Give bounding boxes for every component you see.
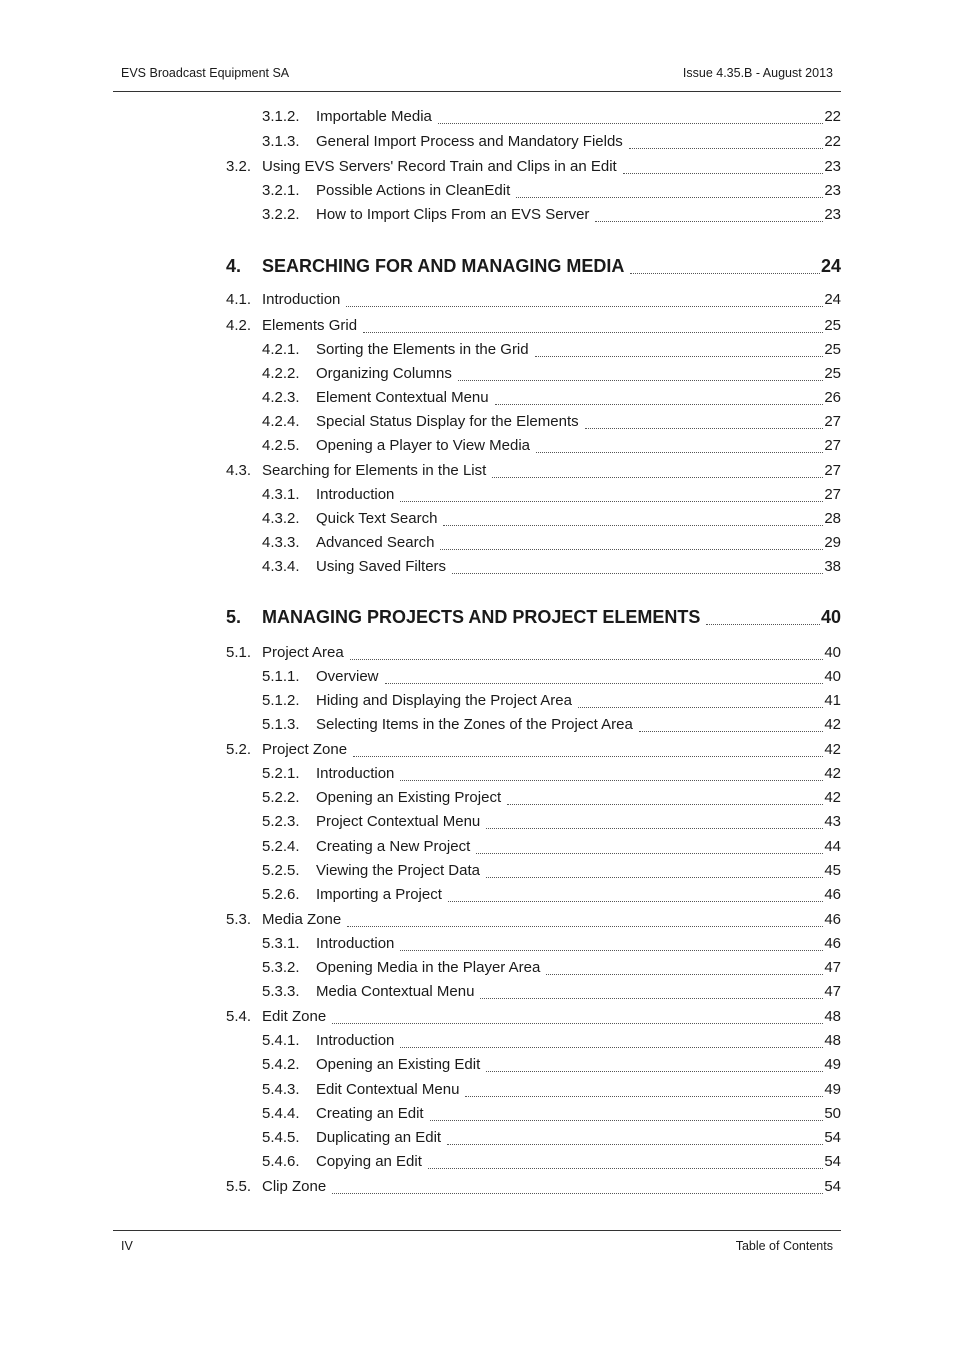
toc-entry-number: 4.2.: [226, 317, 252, 334]
toc-entry-number: 5.2.: [226, 741, 252, 758]
toc-dot-leader: [578, 707, 823, 708]
toc-entry-number: 5.2.4.: [262, 838, 300, 855]
footer-section-title: Table of Contents: [735, 1239, 833, 1253]
toc-entry-number: 4.1.: [226, 291, 252, 308]
toc-entry-title: Organizing Columns: [316, 365, 452, 382]
toc-dot-leader: [480, 998, 823, 999]
toc-subsection-entry[interactable]: [262, 533, 841, 553]
toc-entry-number: 4.2.4.: [262, 413, 300, 430]
toc-entry-number: 5.3.3.: [262, 983, 300, 1000]
toc-entry-page: 44: [824, 838, 841, 855]
toc-entry-number: 4.2.3.: [262, 389, 300, 406]
toc-subsection-entry[interactable]: [262, 715, 841, 735]
toc-entry-title: Importing a Project: [316, 886, 442, 903]
toc-entry-number: 5.4.3.: [262, 1081, 300, 1098]
toc-subsection-entry[interactable]: [262, 667, 841, 687]
toc-entry-page: 49: [824, 1081, 841, 1098]
toc-entry-page: 46: [824, 935, 841, 952]
toc-entry-page: 23: [824, 182, 841, 199]
toc-subsection-entry[interactable]: [262, 982, 841, 1002]
toc-dot-leader: [447, 1144, 823, 1145]
toc-subsection-entry[interactable]: [262, 958, 841, 978]
toc-entry-number: 5.5.: [226, 1178, 252, 1195]
toc-dot-leader: [630, 273, 820, 274]
toc-subsection-entry[interactable]: [262, 436, 841, 456]
toc-entry-title: Overview: [316, 668, 379, 685]
toc-subsection-entry[interactable]: [262, 485, 841, 505]
toc-entry-title: SEARCHING FOR AND MANAGING MEDIA: [262, 256, 625, 276]
toc-entry-page: 23: [824, 206, 841, 223]
toc-dot-leader: [400, 950, 823, 951]
toc-subsection-entry[interactable]: [262, 364, 841, 384]
toc-entry-title: Advanced Search: [316, 534, 435, 551]
toc-chapter-entry[interactable]: [226, 605, 841, 629]
toc-entry-number: 5.2.2.: [262, 789, 300, 806]
toc-dot-leader: [438, 123, 823, 124]
toc-entry-page: 45: [824, 862, 841, 879]
toc-entry-number: 3.1.3.: [262, 133, 300, 150]
toc-entry-number: 5.: [226, 607, 242, 627]
toc-entry-title: Creating a New Project: [316, 838, 471, 855]
toc-dot-leader: [332, 1023, 823, 1024]
toc-entry-number: 3.1.2.: [262, 108, 300, 125]
toc-subsection-entry[interactable]: [262, 412, 841, 432]
footer-page-number: IV: [121, 1239, 133, 1253]
toc-subsection-entry[interactable]: [262, 812, 841, 832]
toc-entry-title: Copying an Edit: [316, 1153, 422, 1170]
toc-subsection-entry[interactable]: [262, 1031, 841, 1051]
toc-entry-page: 38: [824, 558, 841, 575]
toc-dot-leader: [516, 197, 823, 198]
toc-entry-number: 5.2.1.: [262, 765, 300, 782]
toc-entry-number: 5.1.3.: [262, 716, 300, 733]
toc-entry-title: Clip Zone: [262, 1178, 327, 1195]
toc-entry-number: 5.2.6.: [262, 886, 300, 903]
toc-dot-leader: [350, 659, 824, 660]
toc-entry-title: How to Import Clips From an EVS Server: [316, 206, 590, 223]
toc-entry-page: 41: [824, 692, 841, 709]
toc-dot-leader: [458, 380, 823, 381]
toc-dot-leader: [430, 1120, 824, 1121]
toc-subsection-entry[interactable]: [262, 132, 841, 152]
toc-dot-leader: [486, 1071, 823, 1072]
toc-entry-title: Project Contextual Menu: [316, 813, 481, 830]
toc-entry-title: Elements Grid: [262, 317, 358, 334]
toc-subsection-entry[interactable]: [262, 509, 841, 529]
toc-entry-page: 42: [824, 789, 841, 806]
toc-section-entry[interactable]: [226, 461, 841, 481]
toc-dot-leader: [486, 877, 823, 878]
toc-entry-title: Importable Media: [316, 108, 432, 125]
toc-entry-title: Opening a Player to View Media: [316, 437, 531, 454]
toc-entry-title: Special Status Display for the Elements: [316, 413, 579, 430]
toc-entry-title: Selecting Items in the Zones of the Project Area: [316, 716, 633, 733]
toc-subsection-entry[interactable]: [262, 861, 841, 881]
header-issue: Issue 4.35.B - August 2013: [682, 66, 833, 80]
toc-dot-leader: [507, 804, 823, 805]
toc-entry-number: 5.3.2.: [262, 959, 300, 976]
toc-entry-page: 27: [824, 486, 841, 503]
toc-entry-page: 42: [824, 716, 841, 733]
toc-entry-title: Quick Text Search: [316, 510, 438, 527]
toc-entry-number: 5.4.2.: [262, 1056, 300, 1073]
toc-dot-leader: [448, 901, 823, 902]
toc-section-entry[interactable]: [226, 1007, 841, 1027]
toc-subsection-entry[interactable]: [262, 107, 841, 127]
toc-entry-number: 4.2.2.: [262, 365, 300, 382]
toc-entry-number: 4.3.4.: [262, 558, 300, 575]
header-company: EVS Broadcast Equipment SA: [121, 66, 290, 80]
toc-entry-page: 24: [820, 256, 841, 276]
toc-entry-title: Creating an Edit: [316, 1105, 424, 1122]
toc-dot-leader: [440, 549, 823, 550]
toc-entry-page: 28: [824, 510, 841, 527]
toc-dot-leader: [623, 173, 824, 174]
toc-entry-title: Using EVS Servers' Record Train and Clips in an Edit: [262, 158, 617, 175]
toc-entry-title: Introduction: [316, 1032, 395, 1049]
toc-subsection-entry[interactable]: [262, 1128, 841, 1148]
toc-entry-page: 46: [824, 886, 841, 903]
toc-subsection-entry[interactable]: [262, 885, 841, 905]
toc-entry-page: 49: [824, 1056, 841, 1073]
toc-entry-page: 25: [824, 341, 841, 358]
toc-entry-number: 5.1.: [226, 644, 252, 661]
toc-entry-title: Introduction: [316, 935, 395, 952]
toc-entry-number: 4.3.2.: [262, 510, 300, 527]
toc-entry-number: 4.2.5.: [262, 437, 300, 454]
toc-dot-leader: [535, 356, 824, 357]
toc-entry-number: 5.3.1.: [262, 935, 300, 952]
toc-subsection-entry[interactable]: [262, 1152, 841, 1172]
toc-subsection-entry[interactable]: [262, 788, 841, 808]
toc-dot-leader: [465, 1096, 823, 1097]
toc-subsection-entry[interactable]: [262, 388, 841, 408]
toc-entry-page: 27: [824, 462, 841, 479]
toc-entry-title: Hiding and Displaying the Project Area: [316, 692, 572, 709]
toc-chapter-entry[interactable]: [226, 254, 841, 278]
toc-entry-page: 40: [824, 668, 841, 685]
toc-entry-title: Media Contextual Menu: [316, 983, 475, 1000]
toc-dot-leader: [639, 731, 823, 732]
toc-subsection-entry[interactable]: [262, 340, 841, 360]
toc-dot-leader: [546, 974, 823, 975]
toc-entry-page: 25: [824, 317, 841, 334]
toc-entry-title: Element Contextual Menu: [316, 389, 489, 406]
toc-section-entry[interactable]: [226, 316, 841, 336]
toc-entry-number: 4.3.1.: [262, 486, 300, 503]
toc-entry-title: Media Zone: [262, 911, 342, 928]
toc-dot-leader: [400, 1047, 823, 1048]
toc-entry-page: 54: [824, 1129, 841, 1146]
toc-entry-number: 3.2.2.: [262, 206, 300, 223]
toc-entry-number: 5.4.1.: [262, 1032, 300, 1049]
toc-entry-title: Duplicating an Edit: [316, 1129, 442, 1146]
toc-entry-title: Opening Media in the Player Area: [316, 959, 541, 976]
toc-entry-page: 29: [824, 534, 841, 551]
toc-entry-title: Project Zone: [262, 741, 348, 758]
toc-dot-leader: [443, 525, 823, 526]
toc-entry-title: Sorting the Elements in the Grid: [316, 341, 529, 358]
toc-entry-page: 22: [824, 108, 841, 125]
toc-dot-leader: [476, 853, 823, 854]
toc-dot-leader: [346, 306, 823, 307]
toc-entry-page: 47: [824, 959, 841, 976]
toc-entry-page: 48: [824, 1032, 841, 1049]
toc-entry-page: 27: [824, 437, 841, 454]
toc-entry-title: Project Area: [262, 644, 344, 661]
toc-entry-page: 54: [824, 1178, 841, 1195]
toc-entry-number: 5.4.5.: [262, 1129, 300, 1146]
toc-entry-number: 5.2.3.: [262, 813, 300, 830]
toc-entry-title: MANAGING PROJECTS AND PROJECT ELEMENTS: [262, 607, 701, 627]
toc-subsection-entry[interactable]: [262, 837, 841, 857]
toc-entry-page: 40: [820, 607, 841, 627]
toc-entry-number: 5.4.4.: [262, 1105, 300, 1122]
toc-entry-page: 27: [824, 413, 841, 430]
toc-entry-number: 5.4.6.: [262, 1153, 300, 1170]
toc-entry-page: 23: [824, 158, 841, 175]
toc-subsection-entry[interactable]: [262, 1055, 841, 1075]
toc-subsection-entry[interactable]: [262, 691, 841, 711]
toc-dot-leader: [400, 501, 823, 502]
toc-entry-page: 48: [824, 1008, 841, 1025]
toc-subsection-entry[interactable]: [262, 1104, 841, 1124]
toc-dot-leader: [400, 780, 823, 781]
toc-section-entry[interactable]: [226, 740, 841, 760]
toc-entry-page: 26: [824, 389, 841, 406]
toc-entry-page: 46: [824, 911, 841, 928]
toc-entry-number: 5.1.2.: [262, 692, 300, 709]
toc-section-entry[interactable]: [226, 643, 841, 663]
toc-dot-leader: [595, 221, 823, 222]
toc-entry-title: Introduction: [316, 486, 395, 503]
toc-entry-title: Introduction: [316, 765, 395, 782]
toc-entry-page: 42: [824, 741, 841, 758]
toc-entry-title: Opening an Existing Edit: [316, 1056, 481, 1073]
toc-entry-page: 25: [824, 365, 841, 382]
toc-entry-number: 5.2.5.: [262, 862, 300, 879]
toc-entry-title: Using Saved Filters: [316, 558, 447, 575]
toc-entry-number: 5.4.: [226, 1008, 252, 1025]
toc-dot-leader: [363, 332, 823, 333]
toc-entry-page: 42: [824, 765, 841, 782]
toc-entry-number: 4.2.1.: [262, 341, 300, 358]
toc-dot-leader: [347, 926, 823, 927]
toc-subsection-entry[interactable]: [262, 557, 841, 577]
toc-section-entry[interactable]: [226, 290, 841, 310]
toc-entry-title: Opening an Existing Project: [316, 789, 502, 806]
toc-dot-leader: [495, 404, 824, 405]
toc-entry-number: 3.2.1.: [262, 182, 300, 199]
toc-entry-number: 5.1.1.: [262, 668, 300, 685]
toc-section-entry[interactable]: [226, 1177, 841, 1197]
toc-dot-leader: [353, 756, 823, 757]
toc-entry-number: 4.3.3.: [262, 534, 300, 551]
toc-entry-title: Edit Contextual Menu: [316, 1081, 460, 1098]
toc-dot-leader: [428, 1168, 823, 1169]
toc-entry-number: 4.: [226, 256, 242, 276]
toc-entry-page: 40: [824, 644, 841, 661]
toc-entry-title: Viewing the Project Data: [316, 862, 480, 879]
toc-subsection-entry[interactable]: [262, 181, 841, 201]
toc-entry-page: 47: [824, 983, 841, 1000]
toc-entry-title: Introduction: [262, 291, 341, 308]
toc-section-entry[interactable]: [226, 157, 841, 177]
toc-dot-leader: [536, 452, 823, 453]
toc-subsection-entry[interactable]: [262, 205, 841, 225]
toc-dot-leader: [706, 624, 820, 625]
toc-entry-page: 50: [824, 1105, 841, 1122]
toc-dot-leader: [585, 428, 824, 429]
toc-dot-leader: [486, 828, 823, 829]
toc-entry-title: Edit Zone: [262, 1008, 327, 1025]
toc-entry-number: 5.3.: [226, 911, 252, 928]
toc-entry-title: General Import Process and Mandatory Fields: [316, 133, 623, 150]
toc-entry-number: 3.2.: [226, 158, 252, 175]
toc-dot-leader: [332, 1193, 823, 1194]
toc-dot-leader: [385, 683, 824, 684]
toc-subsection-entry[interactable]: [262, 934, 841, 954]
toc-dot-leader: [452, 573, 823, 574]
toc-subsection-entry[interactable]: [262, 1080, 841, 1100]
toc-dot-leader: [492, 477, 823, 478]
toc-subsection-entry[interactable]: [262, 764, 841, 784]
toc-entry-title: Possible Actions in CleanEdit: [316, 182, 511, 199]
toc-entry-page: 54: [824, 1153, 841, 1170]
toc-entry-page: 24: [824, 291, 841, 308]
toc-section-entry[interactable]: [226, 910, 841, 930]
page-footer: [113, 1230, 841, 1271]
toc-entry-title: Searching for Elements in the List: [262, 462, 487, 479]
toc-entry-number: 4.3.: [226, 462, 252, 479]
toc-entry-page: 22: [824, 133, 841, 150]
toc-dot-leader: [629, 148, 824, 149]
toc-entry-page: 43: [824, 813, 841, 830]
